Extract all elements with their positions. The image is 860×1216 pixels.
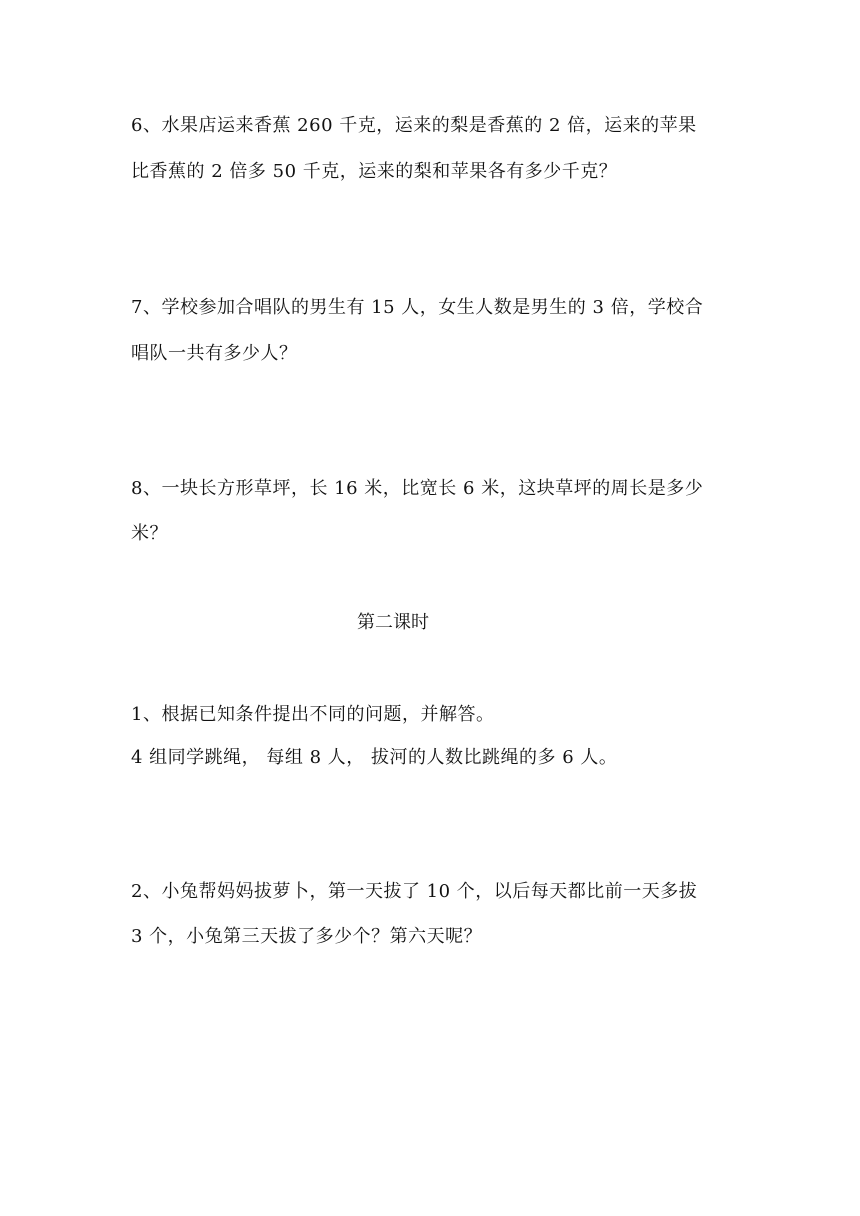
- problem-7-line-2: 唱队一共有多少人？: [131, 343, 298, 364]
- problem-8-line-1: 8、一块长方形草坪，长 16 米，比宽长 6 米，这块草坪的周长是多少: [131, 478, 704, 499]
- lesson2-problem-2-line-1: 2、小兔帮妈妈拔萝卜，第一天拔了 10 个，以后每天都比前一天多拔: [131, 881, 698, 902]
- problem-6-line-2: 比香蕉的 2 倍多 50 千克，运来的梨和苹果各有多少千克？: [131, 161, 618, 182]
- problem-7-line-1: 7、学校参加合唱队的男生有 15 人，女生人数是男生的 3 倍，学校合: [131, 297, 704, 318]
- section-title: 第二课时: [357, 612, 429, 633]
- problem-8-line-2: 米？: [131, 523, 168, 544]
- lesson2-problem-2-line-2: 3 个，小兔第三天拔了多少个？第六天呢？: [131, 926, 483, 947]
- problem-6-line-1: 6、水果店运来香蕉 260 千克，运来的梨是香蕉的 2 倍，运来的苹果: [131, 115, 697, 136]
- lesson2-problem-1-line-2: 4 组同学跳绳， 每组 8 人， 拔河的人数比跳绳的多 6 人。: [131, 747, 618, 768]
- lesson2-problem-1-line-1: 1、根据已知条件提出不同的问题，并解答。: [131, 704, 495, 725]
